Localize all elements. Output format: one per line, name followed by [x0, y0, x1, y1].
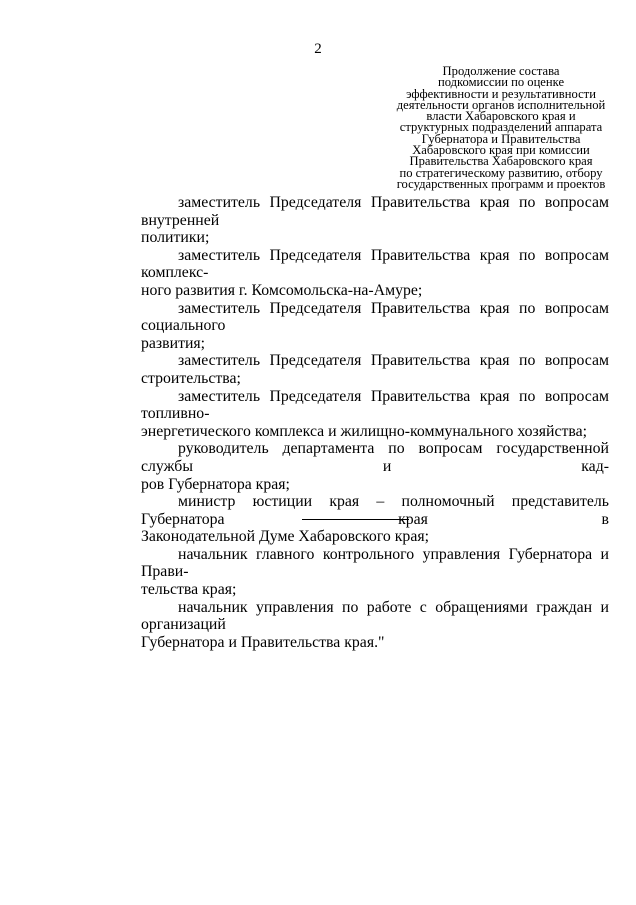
member-line: заместитель Председателя Правительства края по вопросам социального [141, 299, 609, 335]
member-entry [104, 194, 609, 247]
member-line: тельства края; [141, 581, 237, 599]
member-entry [104, 388, 609, 441]
header-line: государственных программ и проектов [396, 176, 606, 191]
page-number: 2 [314, 41, 322, 57]
member-entry [104, 599, 609, 652]
header-line: Губернатора и Правительства [421, 131, 581, 146]
member-line: заместитель Председателя Правительства края по вопросам строительства; [141, 352, 609, 387]
member-line: заместитель Председателя Правительства края по вопросам внутренней [141, 194, 609, 229]
member-line: Законодательной Думе Хабаровского края; [141, 528, 429, 546]
header-line: Продолжение состава [442, 64, 560, 78]
member-entry [104, 440, 609, 493]
header-line: по стратегическому развитию, отбору [399, 165, 603, 180]
document-header [392, 66, 610, 190]
member-entry [104, 300, 609, 353]
header-line: подкомиссии по оценке [437, 75, 565, 90]
member-line: политики; [141, 229, 210, 247]
member-line: Губернатора и Правительства края." [141, 633, 385, 651]
end-separator-line [302, 519, 409, 520]
header-line: эффективности и результативности [406, 86, 596, 101]
member-line: начальник главного контрольного управления Губернатора и Прави- [141, 545, 609, 581]
member-line: ров Губернатора края; [141, 475, 290, 493]
member-entry [104, 352, 609, 387]
header-line: структурных подразделений аппарата [399, 120, 603, 135]
member-line: заместитель Председателя Правительства края по вопросам комплекс- [141, 246, 609, 282]
member-line: развития; [141, 334, 206, 352]
member-line: министр юстиции края – полномочный представитель Губернатора края в [141, 493, 609, 528]
member-entry [104, 247, 609, 300]
header-line: деятельности органов исполнительной [396, 97, 606, 112]
member-list [104, 194, 609, 651]
member-entry [104, 546, 609, 599]
member-line: энергетического комплекса и жилищно-коммунального хозяйства; [141, 422, 588, 440]
member-line: ного развития г. Комсомольска-на-Амуре; [141, 281, 423, 299]
header-line: власти Хабаровского края и [426, 109, 576, 124]
header-line: Хабаровского края при комиссии [412, 143, 590, 158]
member-line: руководитель департамента по вопросам государственной службы и кад- [141, 440, 609, 475]
member-line: начальник управления по работе с обращениями граждан и организаций [141, 598, 609, 634]
header-line: Правительства Хабаровского края [409, 154, 593, 169]
member-line: заместитель Председателя Правительства края по вопросам топливно- [141, 387, 609, 423]
